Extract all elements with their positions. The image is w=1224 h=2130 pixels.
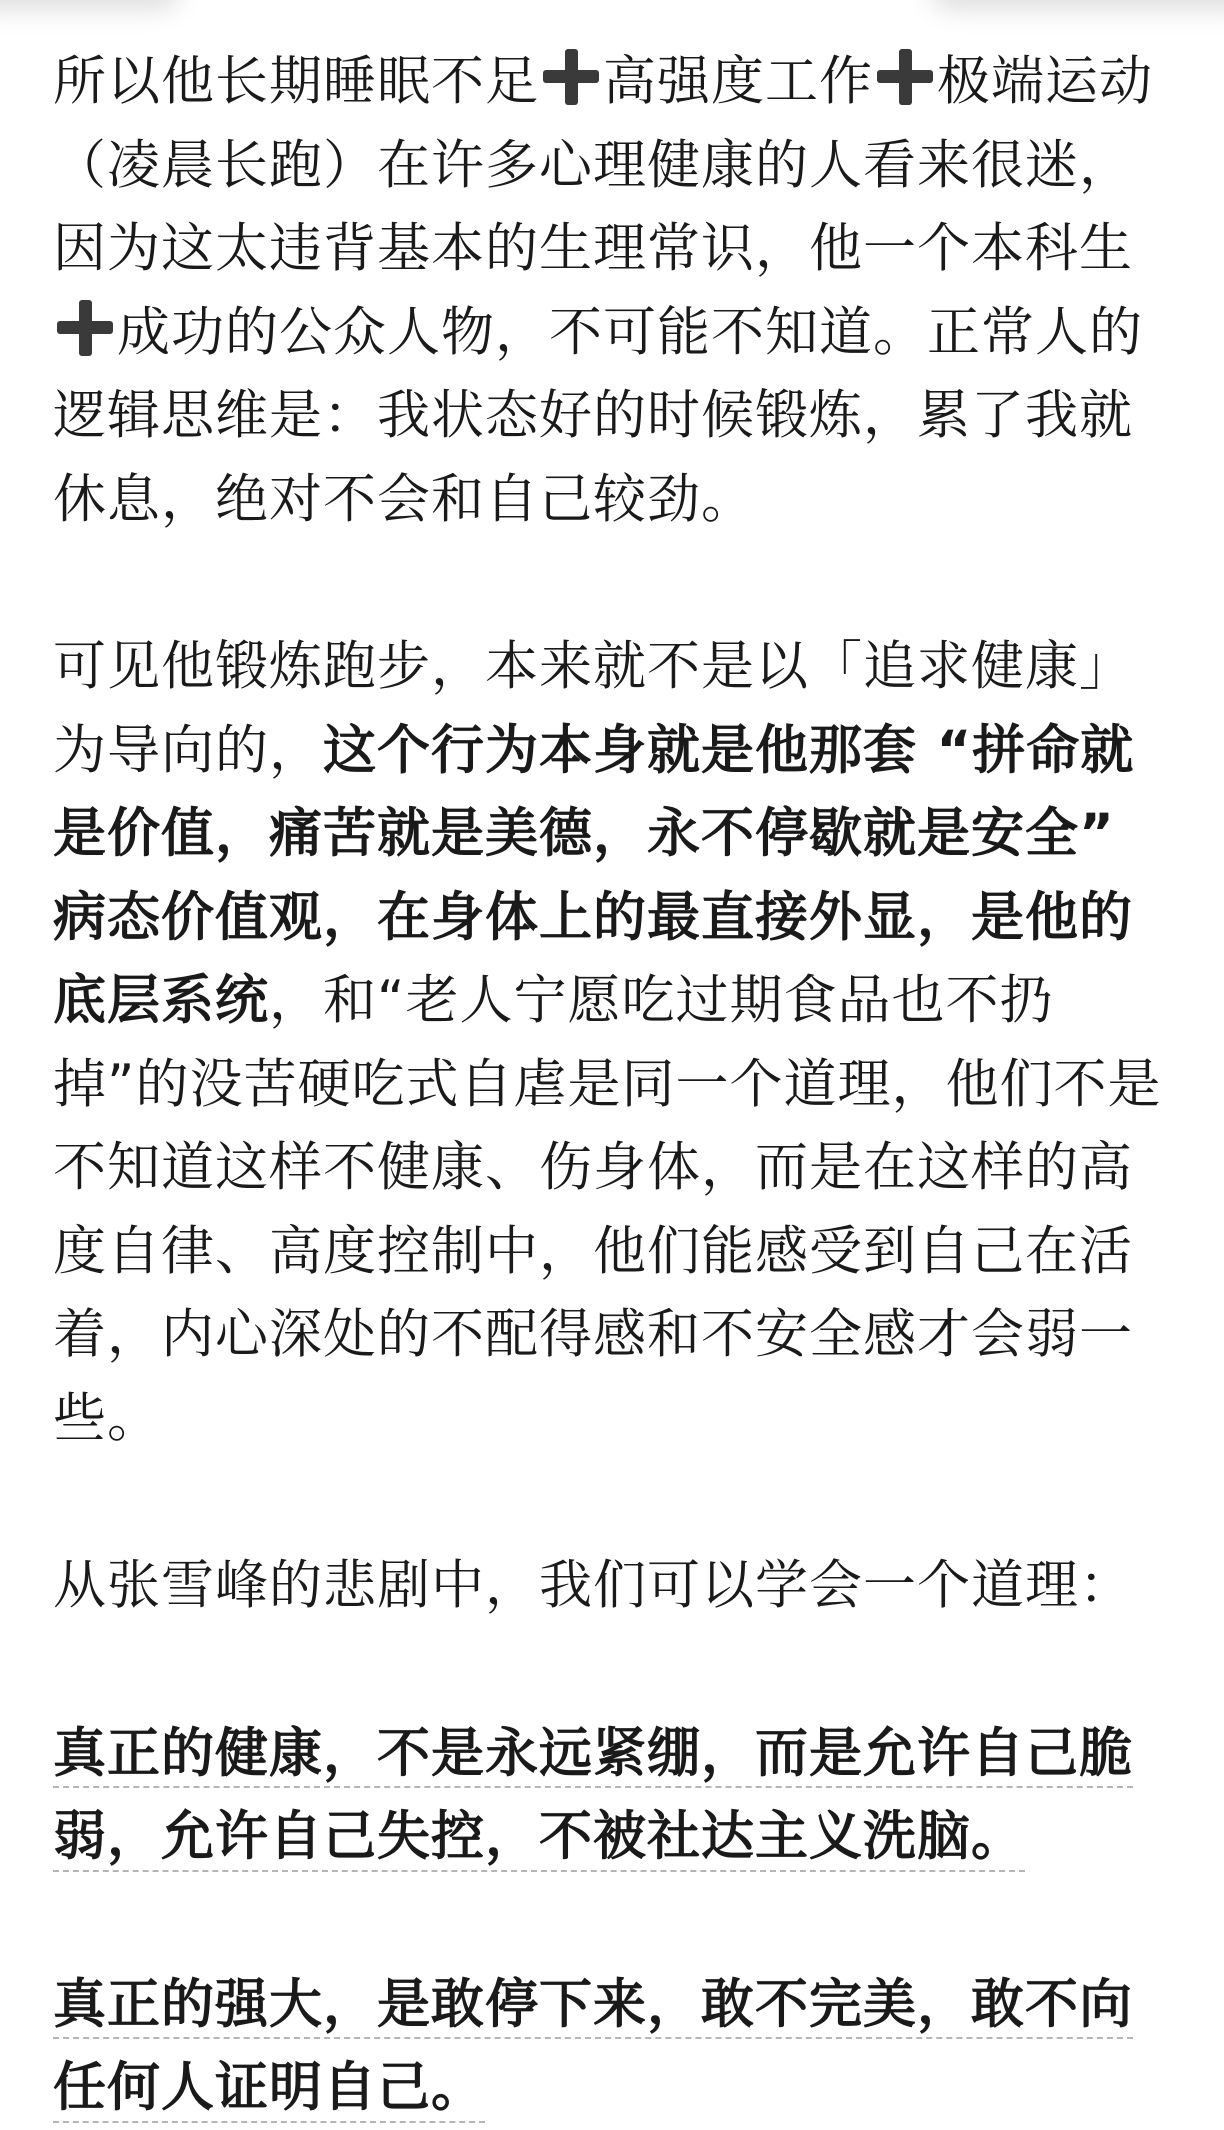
paragraph-1	[53, 40, 1183, 541]
p1-text-4: 成功的公众人物，不可能不知道。正常人的逻辑思维是：我状态好的时候锻炼，累了我就休息，绝对不会和自己较劲。	[53, 301, 1143, 530]
plus-icon	[541, 47, 601, 107]
paragraph-2	[53, 625, 1183, 1460]
paragraph-5-highlight: 真正的强大，是敢停下来，敢不完美，敢不向任何人证明自己。	[53, 1973, 1133, 2118]
article-body	[53, 40, 1183, 2130]
plus-icon	[55, 298, 115, 358]
p2-text-1: 可见他锻炼跑步，本来就不是以「追求健康」为导向的，	[53, 636, 1133, 781]
p1-text-3: 极端运动（凌晨长跑）在许多心理健康的人看来很迷，因为这太违背基本的生理常识，他一个本科生	[53, 51, 1153, 279]
plus-icon	[875, 47, 935, 107]
paragraph-3: 从张雪峰的悲剧中，我们可以学会一个道理：	[53, 1555, 1133, 1616]
p1-text-2: 高强度工作	[603, 51, 873, 112]
top-shadow	[0, 0, 1224, 22]
top-shadow-left	[0, 0, 180, 10]
p2-text-2: ，和“老人宁愿吃过期食品也不扔掉”的没苦硬吃式自虐是同一个道理，他们不是不知道这样不健康、伤身体，而是在这样的高度自律、高度控制中，他们能感受到自己在活着，内心深处的不配得感和不安全感才会弱一些。	[53, 970, 1162, 1449]
paragraph-4-highlight: 真正的健康，不是永远紧绷，而是允许自己脆弱，允许自己失控，不被社达主义洗脑。	[53, 1722, 1133, 1867]
top-shadow-right	[930, 0, 1224, 10]
p1-text-1: 所以他长期睡眠不足	[53, 51, 539, 112]
p2-bold-text: 这个行为本身就是他那套 “拼命就是价值，痛苦就是美德，永不停歇就是安全” 病态价值观，在身体上的最直接外显，是他的底层系统	[53, 719, 1135, 1031]
